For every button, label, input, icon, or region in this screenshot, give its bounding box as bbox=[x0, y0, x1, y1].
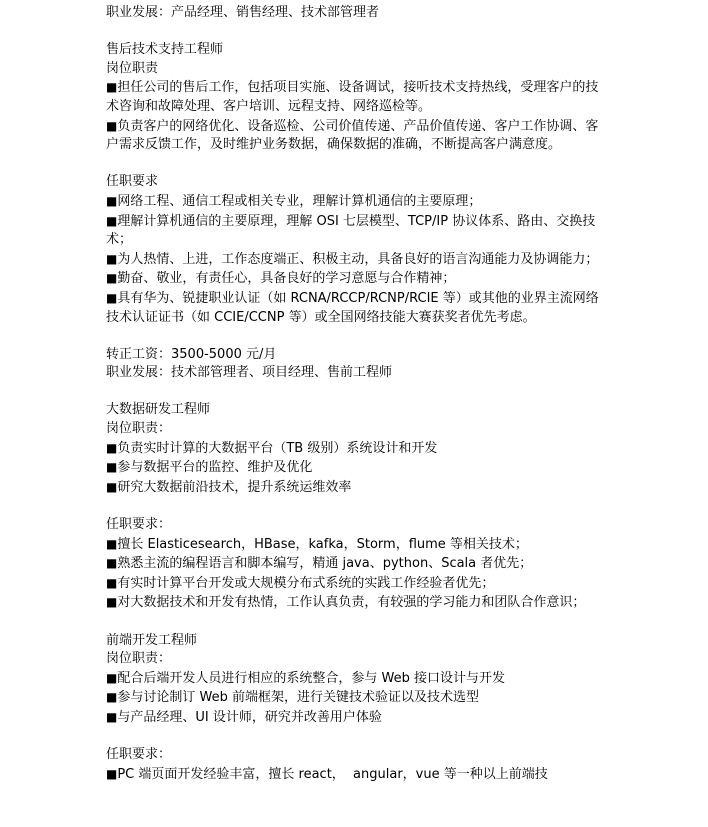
blank-line bbox=[106, 23, 606, 42]
requirement-item: ■ PC 端页面开发经验丰富，擅长 react， angular，vue 等一种以上前端技 bbox=[106, 765, 606, 785]
requirements-heading: 任职要求： bbox=[106, 747, 172, 763]
job-section-bigdata bbox=[106, 401, 606, 613]
duties-heading: 岗位职责： bbox=[106, 421, 172, 437]
duty-item: ■ 参与讨论制订 Web 前端框架，进行关键技术验证以及技术选型 bbox=[106, 688, 606, 708]
blank-line bbox=[106, 155, 606, 174]
duty-item: ■ 研究大数据前沿技术，提升系统运维效率 bbox=[106, 478, 606, 498]
career-path-top: 职业发展：产品经理、销售经理、技术部管理者 bbox=[106, 5, 380, 20]
salary-line: 转正工资：3500-5000 元/月 bbox=[106, 346, 277, 362]
blank-line bbox=[106, 613, 606, 632]
blank-line bbox=[106, 497, 606, 516]
duties-heading: 岗位职责 bbox=[106, 60, 159, 76]
requirements-heading: 任职要求 bbox=[106, 174, 159, 190]
job-section-support bbox=[106, 41, 606, 383]
duty-item: ■ 配合后端开发人员进行相应的系统整合，参与 Web 接口设计与开发 bbox=[106, 669, 606, 689]
requirements-heading: 任职要求： bbox=[106, 517, 172, 533]
blank-line bbox=[106, 728, 606, 747]
requirement-item: ■ 勤奋、敬业，有责任心，具备良好的学习意愿与合作精神； bbox=[106, 269, 606, 289]
blank-line bbox=[106, 327, 606, 346]
career-path: 职业发展：技术部管理者、项目经理、售前工程师 bbox=[106, 365, 393, 381]
document-page bbox=[106, 4, 606, 784]
duty-item: ■ 与产品经理、UI 设计师，研究并改善用户体验 bbox=[106, 708, 606, 728]
requirement-item: ■ 理解计算机通信的主要原理，理解 OSI 七层模型、TCP/IP 协议体系、路由、交换技术； bbox=[106, 212, 606, 250]
requirement-item: ■ 网络工程、通信工程或相关专业，理解计算机通信的主要原理； bbox=[106, 192, 606, 212]
requirement-item: ■ 对大数据技术和开发有热情，工作认真负责，有较强的学习能力和团队合作意识； bbox=[106, 593, 606, 613]
job-section-frontend bbox=[106, 632, 606, 785]
requirement-item: ■ 擅长 Elasticesearch，HBase，kafka，Storm，flume 等相关技术； bbox=[106, 535, 606, 555]
duty-item: ■ 负责实时计算的大数据平台（TB 级别）系统设计和开发 bbox=[106, 439, 606, 459]
requirement-item: ■ 熟悉主流的编程语言和脚本编写，精通 java、python、Scala 者优先； bbox=[106, 554, 606, 574]
job-title: 售后技术支持工程师 bbox=[106, 42, 224, 58]
requirement-item: ■ 有实时计算平台开发或大规模分布式系统的实践工作经验者优先； bbox=[106, 574, 606, 594]
requirement-item: ■ 为人热情、上进，工作态度端正、积极主动，具备良好的语言沟通能力及协调能力； bbox=[106, 250, 606, 270]
duty-item: ■ 担任公司的售后工作，包括项目实施、设备调试，接听技术支持热线，受理客户的技术咨询和故障处理、客户培训、远程支持、网络巡检等。 bbox=[106, 78, 606, 116]
blank-line bbox=[106, 383, 606, 402]
job-title: 前端开发工程师 bbox=[106, 632, 198, 648]
requirement-item: ■ 具有华为、锐捷职业认证（如 RCNA/RCCP/RCNP/RCIE 等）或其他的业界主流网络技术认证证书（如 CCIE/CCNP 等）或全国网络技能大赛获奖者优先考虑。 bbox=[106, 289, 606, 327]
duty-item: ■ 参与数据平台的监控、维护及优化 bbox=[106, 458, 606, 478]
job-title: 大数据研发工程师 bbox=[106, 402, 211, 418]
duty-item: ■ 负责客户的网络优化、设备巡检、公司价值传递、产品价值传递、客户工作协调、客户需求反馈工作，及时维护业务数据，确保数据的准确，不断提高客户满意度。 bbox=[106, 117, 606, 155]
duties-heading: 岗位职责： bbox=[106, 651, 172, 667]
